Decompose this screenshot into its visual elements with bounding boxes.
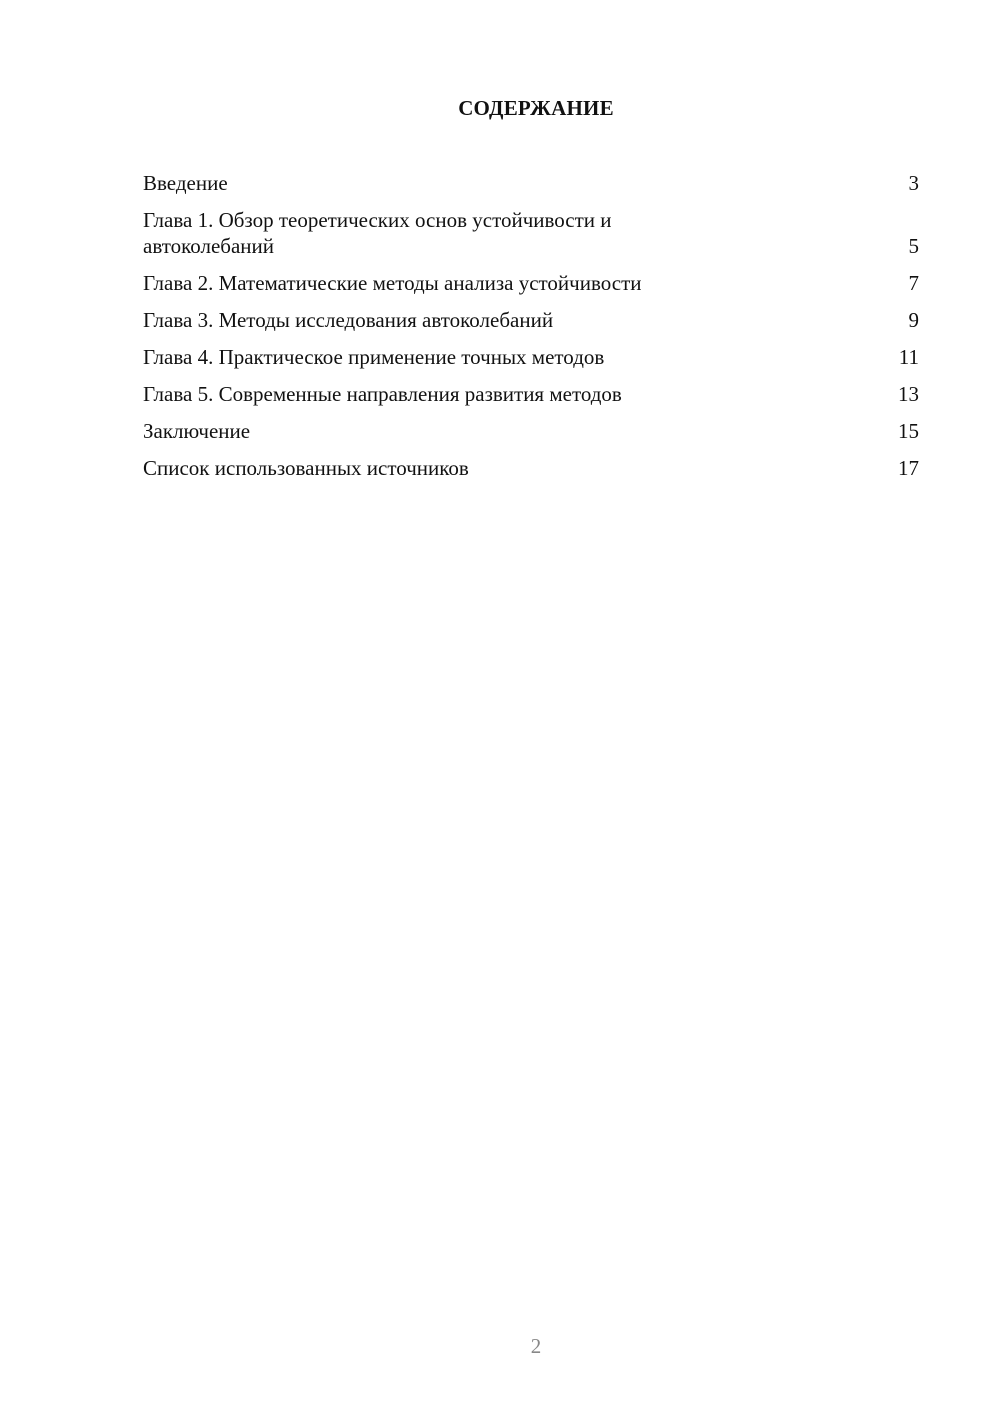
toc-entry-page: 15	[898, 419, 919, 443]
toc-entry-page: 13	[898, 382, 919, 406]
toc-entry-references	[143, 455, 919, 481]
toc-entry-label: Глава 2. Математические методы анализа устойчивости	[143, 271, 642, 295]
toc-entry-label: Заключение	[143, 419, 251, 443]
toc-entry-label: Глава 5. Современные направления развития методов	[143, 382, 622, 406]
toc-entry-page: 17	[898, 456, 919, 480]
page-number: 2	[530, 1334, 542, 1358]
toc-entry-label: Введение	[143, 171, 228, 195]
toc-entry-conclusion	[143, 418, 919, 444]
page-title: СОДЕРЖАНИЕ	[458, 96, 614, 120]
toc-entry-introduction	[143, 170, 919, 196]
toc-entry-chapter-5	[143, 381, 919, 407]
toc-entry-page: 3	[908, 171, 919, 195]
toc-entry-page: 7	[908, 271, 919, 295]
toc-entry-page: 11	[898, 345, 919, 369]
toc-entry-chapter-1	[143, 207, 919, 259]
toc-entry-chapter-4	[143, 344, 919, 370]
toc-entry-label: Глава 3. Методы исследования автоколебаний	[143, 308, 554, 332]
toc-entry-page: 5	[908, 234, 919, 258]
table-of-contents	[143, 170, 919, 492]
toc-entry-label: Глава 1. Обзор теоретических основ устойчивости и автоколебаний	[143, 208, 612, 258]
toc-entry-chapter-3	[143, 307, 919, 333]
toc-entry-chapter-2	[143, 270, 919, 296]
toc-entry-label: Глава 4. Практическое применение точных методов	[143, 345, 605, 369]
toc-entry-label: Список использованных источников	[143, 456, 469, 480]
toc-entry-page: 9	[908, 308, 919, 332]
